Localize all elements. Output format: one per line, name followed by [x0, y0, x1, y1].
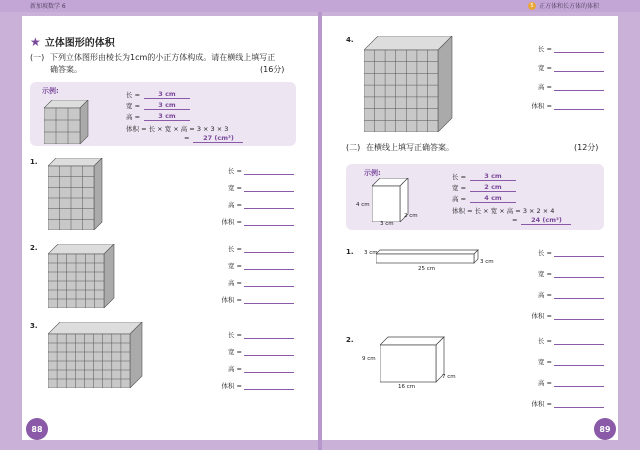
example-width-row — [126, 101, 190, 110]
example-2-height-dim: 4 cm — [356, 202, 370, 208]
right-problem-2-height-label: 高 = — [537, 379, 552, 387]
right-problem-2-width-answer[interactable] — [554, 360, 604, 366]
part-one-points: (16分) — [260, 65, 285, 74]
problem-4-number: 4. — [346, 36, 354, 44]
example-2-height-label: 高 = — [452, 195, 467, 203]
example-2-volume-value: 24 (cm³) — [521, 216, 571, 225]
example-2-volume-formula: 体积 = 长 × 宽 × 高 = 3 × 2 × 4 — [452, 207, 555, 215]
problem-3-height-answer[interactable] — [244, 367, 294, 373]
example-2-width-label: 宽 = — [452, 184, 467, 192]
problem-1-width-answer[interactable] — [244, 186, 294, 192]
problem-2-length-row — [218, 244, 294, 253]
problem-2-volume-label: 体积 = — [221, 296, 242, 304]
example-height-value: 3 cm — [144, 112, 190, 121]
problem-1-volume-row — [218, 217, 294, 226]
problem-3-width-answer[interactable] — [244, 350, 294, 356]
example-label: 示例: — [42, 87, 59, 95]
right-problem-1-volume-label: 体积 = — [531, 312, 552, 320]
problem-2-height-row — [218, 278, 294, 287]
example-2-width-value: 2 cm — [470, 183, 516, 192]
right-problem-2-length-row — [528, 336, 604, 345]
example-width-value: 3 cm — [144, 101, 190, 110]
problem-4-cube-figure — [364, 36, 454, 132]
chapter-title — [528, 1, 599, 10]
problem-4-length-label: 长 = — [537, 45, 552, 53]
right-problem-1-height-dim: 3 cm — [364, 250, 378, 256]
example-volume-row — [184, 134, 243, 143]
right-problem-1-length-dim: 25 cm — [418, 266, 436, 272]
part-two-instruction: 在横线上填写正确答案。 — [366, 143, 454, 152]
problem-1-length-row — [218, 166, 294, 175]
example-width-label: 宽 = — [126, 102, 141, 110]
part-one-instruction-1: 下列立体图形由棱长为1cm的小正方体构成。请在横线上填写正 — [50, 53, 276, 62]
problem-4-length-answer[interactable] — [554, 47, 604, 53]
left-page-number: 88 — [26, 418, 48, 440]
example-2-length-dim: 3 cm — [380, 221, 394, 227]
chapter-badge: 5 — [528, 2, 536, 10]
example-length-label: 长 = — [126, 91, 141, 99]
example-height-row — [126, 112, 190, 121]
problem-3-width-row — [218, 347, 294, 356]
right-problem-2-width-dim: 7 cm — [442, 374, 456, 380]
problem-4-height-label: 高 = — [537, 83, 552, 91]
right-problem-2-length-answer[interactable] — [554, 339, 604, 345]
problem-3-height-row — [218, 364, 294, 373]
problem-4-height-row — [528, 82, 604, 91]
problem-3-volume-row — [218, 381, 294, 390]
right-problem-1-length-answer[interactable] — [554, 251, 604, 257]
example-volume-value: 27 (cm³) — [193, 134, 243, 143]
problem-1-height-answer[interactable] — [244, 203, 294, 209]
problem-2-height-label: 高 = — [227, 279, 242, 287]
left-page — [22, 16, 318, 440]
example-2-volume-equals: = — [512, 216, 518, 224]
right-problem-1-bar-figure — [376, 248, 480, 264]
section-heading — [30, 34, 115, 49]
problem-3-length-row — [218, 330, 294, 339]
part-two-label: (二) — [346, 143, 361, 152]
example-volume-formula: 体积 = 长 × 宽 × 高 = 3 × 3 × 3 — [126, 125, 229, 133]
problem-2-cube-figure — [48, 244, 116, 308]
problem-4-volume-row — [528, 101, 604, 110]
right-problem-1-height-answer[interactable] — [554, 293, 604, 299]
right-problem-2-width-row — [528, 357, 604, 366]
example-2-length-label: 长 = — [452, 173, 467, 181]
problem-1-number: 1. — [30, 158, 38, 166]
right-problem-2-width-label: 宽 = — [537, 358, 552, 366]
right-problem-1-width-row — [528, 269, 604, 278]
section-title: 立体图形的体积 — [44, 38, 115, 49]
example-2-width-row — [452, 183, 516, 192]
right-problem-1-number: 1. — [346, 248, 354, 256]
problem-1-width-row — [218, 183, 294, 192]
right-problem-2-length-dim: 16 cm — [398, 384, 416, 390]
example-2-length-row — [452, 172, 516, 181]
right-problem-1-height-row — [528, 290, 604, 299]
problem-1-length-label: 长 = — [227, 167, 242, 175]
right-problem-1-width-answer[interactable] — [554, 272, 604, 278]
problem-4-length-row — [528, 44, 604, 53]
problem-1-height-row — [218, 200, 294, 209]
problem-2-width-answer[interactable] — [244, 264, 294, 270]
problem-3-length-answer[interactable] — [244, 333, 294, 339]
part-one-label: (一) — [30, 53, 45, 62]
problem-3-height-label: 高 = — [227, 365, 242, 373]
problem-4-volume-label: 体积 = — [531, 102, 552, 110]
problem-1-cube-figure — [48, 158, 104, 230]
example-2-length-value: 3 cm — [470, 172, 516, 181]
right-page — [322, 16, 618, 440]
problem-1-length-answer[interactable] — [244, 169, 294, 175]
part-one-instruction-2: 确答案。 — [50, 65, 82, 74]
example-2-volume-row — [512, 216, 571, 225]
right-problem-1-length-row — [528, 248, 604, 257]
problem-4-width-row — [528, 63, 604, 72]
example-length-row — [126, 90, 190, 99]
problem-3-cube-figure — [48, 322, 144, 388]
example-2-width-dim: 2 cm — [404, 213, 418, 219]
star-icon: ★ — [30, 34, 41, 49]
example-2-height-value: 4 cm — [470, 194, 516, 203]
problem-1-volume-label: 体积 = — [221, 218, 242, 226]
problem-1-width-label: 宽 = — [227, 184, 242, 192]
right-problem-1-height-label: 高 = — [537, 291, 552, 299]
book-title: 新加坡数学 6 — [30, 3, 66, 10]
problem-2-width-row — [218, 261, 294, 270]
problem-2-length-label: 长 = — [227, 245, 242, 253]
problem-2-height-answer[interactable] — [244, 281, 294, 287]
right-problem-2-number: 2. — [346, 336, 354, 344]
right-problem-2-box-figure — [380, 336, 446, 384]
problem-3-volume-answer[interactable] — [244, 384, 294, 390]
example-2-label: 示例: — [364, 169, 381, 177]
right-problem-1-width-label: 宽 = — [537, 270, 552, 278]
problem-4-width-answer[interactable] — [554, 66, 604, 72]
example-volume-equals: = — [184, 134, 190, 142]
right-page-number: 89 — [594, 418, 616, 440]
right-problem-2-volume-answer[interactable] — [554, 402, 604, 408]
chapter-name: 正方体和长方体的体积 — [539, 3, 600, 10]
right-problem-1-width-dim: 3 cm — [480, 259, 494, 265]
problem-2-volume-answer[interactable] — [244, 298, 294, 304]
problem-2-volume-row — [218, 295, 294, 304]
right-problem-1-volume-answer[interactable] — [554, 314, 604, 320]
right-problem-2-height-answer[interactable] — [554, 381, 604, 387]
example-cube-3x3x3 — [44, 100, 92, 144]
right-problem-2-height-row — [528, 378, 604, 387]
problem-3-volume-label: 体积 = — [221, 382, 242, 390]
problem-4-height-answer[interactable] — [554, 85, 604, 91]
problem-3-width-label: 宽 = — [227, 348, 242, 356]
right-problem-2-volume-row — [528, 399, 604, 408]
problem-2-width-label: 宽 = — [227, 262, 242, 270]
example-height-label: 高 = — [126, 113, 141, 121]
problem-2-length-answer[interactable] — [244, 247, 294, 253]
right-problem-2-length-label: 长 = — [537, 337, 552, 345]
example-box — [30, 82, 296, 146]
problem-1-height-label: 高 = — [227, 201, 242, 209]
problem-3-length-label: 长 = — [227, 331, 242, 339]
part-two-points: (12分) — [574, 143, 599, 152]
right-problem-1-volume-row — [528, 311, 604, 320]
example-length-value: 3 cm — [144, 90, 190, 99]
example-box-2 — [346, 164, 604, 230]
problem-3-number: 3. — [30, 322, 38, 330]
right-problem-1-length-label: 长 = — [537, 249, 552, 257]
problem-4-volume-answer[interactable] — [554, 104, 604, 110]
example-2-height-row — [452, 194, 516, 203]
problem-1-volume-answer[interactable] — [244, 220, 294, 226]
right-problem-2-height-dim: 9 cm — [362, 356, 376, 362]
right-problem-2-volume-label: 体积 = — [531, 400, 552, 408]
problem-2-number: 2. — [30, 244, 38, 252]
problem-4-width-label: 宽 = — [537, 64, 552, 72]
